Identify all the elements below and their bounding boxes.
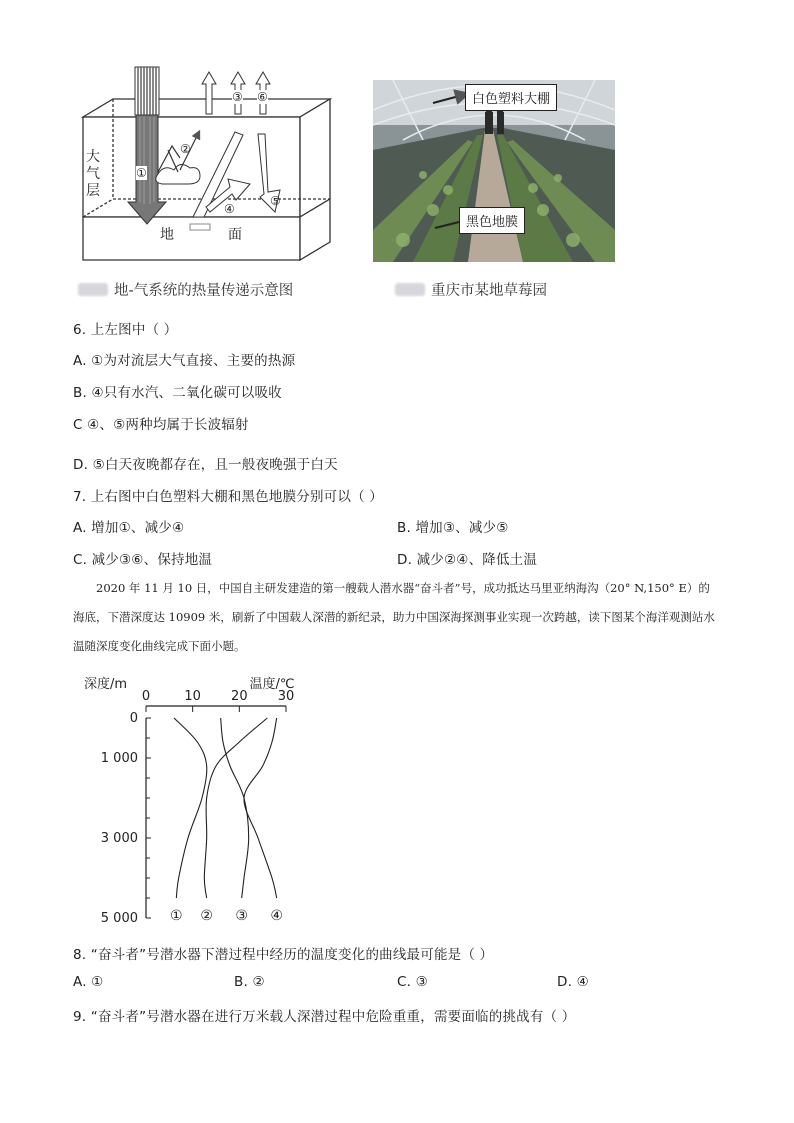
label-black-mulch-film: 黑色地膜 xyxy=(459,207,525,234)
q8-option-b: B. ② xyxy=(234,974,265,990)
arrow-label-3: ③ xyxy=(232,90,243,104)
x-axis-label: 温度/℃ xyxy=(249,677,295,692)
x-tick-label: 10 xyxy=(184,689,201,704)
x-tick-label: 0 xyxy=(141,689,151,704)
series-curve-2 xyxy=(204,718,267,898)
solar-radiation-bar xyxy=(135,67,159,115)
q7-option-a: A. 增加①、减少④ xyxy=(73,520,185,536)
series-label-1: ① xyxy=(170,908,183,924)
ground-label-1: 地 xyxy=(160,227,174,243)
y-tick-label: 5 000 xyxy=(100,911,138,926)
q7-option-c: C. 减少③⑥、保持地温 xyxy=(73,552,213,568)
blurred-figure-number xyxy=(395,283,425,296)
chart-svg xyxy=(80,670,310,930)
q6-option-c: C ④、⑤两种均属于长波辐射 xyxy=(73,417,249,433)
q8-option-c: C. ③ xyxy=(397,974,428,990)
series-label-3: ③ xyxy=(235,908,248,924)
right-figure-caption: 重庆市某地草莓园 xyxy=(395,279,547,300)
q8-option-a: A. ① xyxy=(73,974,104,990)
y-tick-label: 3 000 xyxy=(100,831,138,846)
series-curve-4 xyxy=(244,718,277,898)
ground-label-2: 面 xyxy=(228,227,242,243)
x-tick-label: 20 xyxy=(231,689,248,704)
series-curve-3 xyxy=(221,718,249,898)
y-axis-label: 深度/m xyxy=(84,677,128,692)
y-tick-label: 1 000 xyxy=(100,751,138,766)
series-curve-1 xyxy=(174,718,207,898)
atmosphere-box xyxy=(83,99,330,260)
temperature-depth-chart xyxy=(80,670,310,930)
q6-option-a: A. ①为对流层大气直接、主要的热源 xyxy=(73,353,296,369)
reading-passage: 2020 年 11 月 10 日，中国自主研发建造的第一艘载人潜水器“奋斗者”号，成功抵达马里亚纳海沟（20° N,150° E）的海底，下潜深度达 10909 米，刷新了中国载人深潜的新纪录，助力中国深海探测事业实现一次跨越，读下图某个海洋观测站水温随深度变化曲线完成下面小题。 xyxy=(73,581,715,653)
left-figure-caption: 地-气系统的热量传递示意图 xyxy=(78,279,293,300)
arrow-label-1: ① xyxy=(136,166,147,180)
q7-stem: 7. 上右图中白色塑料大棚和黑色地膜分别可以（ ） xyxy=(73,489,383,505)
arrow-label-5: ⑤ xyxy=(270,194,281,208)
label-white-plastic-greenhouse: 白色塑料大棚 xyxy=(465,84,557,111)
q7-option-d: D. 减少②④、降低土温 xyxy=(397,552,538,568)
heat-transfer-svg xyxy=(80,62,340,267)
q8-option-d: D. ④ xyxy=(557,974,589,990)
q8-stem: 8. “奋斗者”号潜水器下潜过程中经历的温度变化的曲线最可能是（ ） xyxy=(73,947,494,963)
q9-stem: 9. “奋斗者”号潜水器在进行万米载人深潜过程中危险重重，需要面临的挑战有（ ） xyxy=(73,1009,576,1025)
heat-transfer-diagram xyxy=(80,62,340,267)
y-tick-label: 0 xyxy=(129,711,138,726)
series-label-2: ② xyxy=(200,908,213,924)
greenhouse-photo xyxy=(373,80,615,262)
x-tick-label: 30 xyxy=(277,689,295,704)
atmosphere-label: 大气层 xyxy=(86,149,100,199)
arrow-label-2: ② xyxy=(180,142,191,156)
q7-option-b: B. 增加③、减少⑤ xyxy=(397,520,509,536)
q6-option-d: D. ⑤白天夜晚都存在，且一般夜晚强于白天 xyxy=(73,457,338,473)
arrow-label-6: ⑥ xyxy=(257,90,268,104)
arrow-label-4: ④ xyxy=(224,202,235,216)
series-label-4: ④ xyxy=(270,908,283,924)
q6-stem: 6. 上左图中（ ） xyxy=(73,322,178,338)
blurred-figure-number xyxy=(78,283,108,296)
q6-option-b: B. ④只有水汽、二氧化碳可以吸收 xyxy=(73,385,282,401)
